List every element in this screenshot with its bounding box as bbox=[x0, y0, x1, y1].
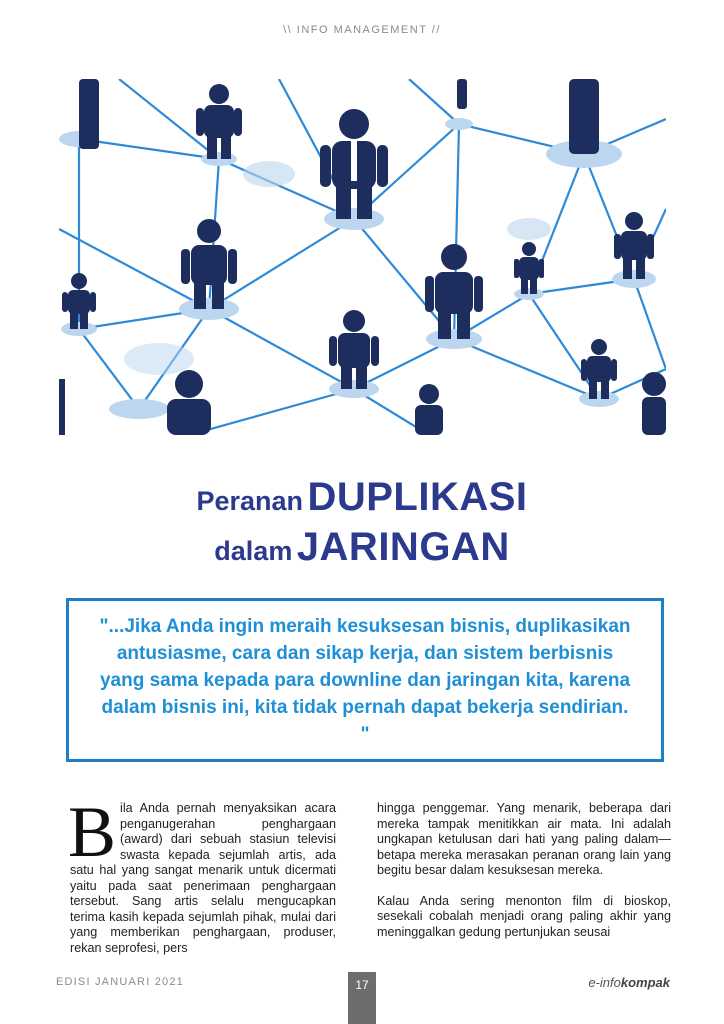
title-word-duplikasi: DUPLIKASI bbox=[307, 475, 528, 519]
title-word-dalam: dalam bbox=[214, 536, 293, 566]
page-number: 17 bbox=[348, 972, 376, 1024]
body-column-left bbox=[68, 792, 336, 971]
pull-quote-text: "...Jika Anda ingin meraih kesuksesan bisnis, duplikasikan antusiasme, cara dan sikap kerja, dan sistem berbisnis yang sama kepada para downline dan jaringan kita, karena dalam bisnis ini, kita tidak pernah dapat bekerja sendirian. " bbox=[99, 615, 631, 745]
section-label: \\ INFO MANAGEMENT // bbox=[283, 24, 441, 36]
article-title-line1 bbox=[0, 475, 724, 520]
brand-bold: kompak bbox=[620, 975, 670, 990]
title-word-peranan: Peranan bbox=[196, 486, 304, 516]
title-word-jaringan: JARINGAN bbox=[296, 525, 510, 569]
body-paragraph: Kalau Anda sering menonton film di bioskop, sesekali cobalah menjadi orang paling akhir yang meninggalkan gedung pertunjukan seusai bbox=[377, 893, 671, 939]
body-text: ila Anda pernah menyaksikan acara penganugerahan penghargaan (award) dari sebuah stasiun televisi swasta kepada sejumlah artis, ada satu hal yang sangat menarik untuk dicermati yaitu pada saat penerimaan penghargaan tersebut. Sang artis selalu mengucapkan terima kasih kepada sejumlah pihak, mulai dari yang memberikan penghargaan, produser, rekan seprofesi, pers bbox=[70, 801, 336, 955]
brand-logo bbox=[588, 975, 670, 990]
drop-cap: B bbox=[68, 792, 117, 872]
body-paragraph: hingga penggemar. Yang menarik, beberapa dari mereka tampak menitikkan air mata. Ini adalah ungkapan ketulusan dari hati yang paling dalam—betapa mereka merasakan peranan orang lain yang begitu besar dalam kesuksesan mereka. bbox=[377, 801, 671, 877]
people-network-illustration bbox=[59, 79, 666, 435]
article-title-line2 bbox=[0, 525, 724, 570]
hero-image bbox=[59, 79, 666, 435]
body-paragraph bbox=[68, 792, 336, 956]
brand-prefix: e-info bbox=[588, 975, 621, 990]
edition-label: EDISI JANUARI 2021 bbox=[56, 976, 184, 988]
pull-quote-box bbox=[66, 598, 664, 762]
body-column-right bbox=[377, 801, 671, 955]
